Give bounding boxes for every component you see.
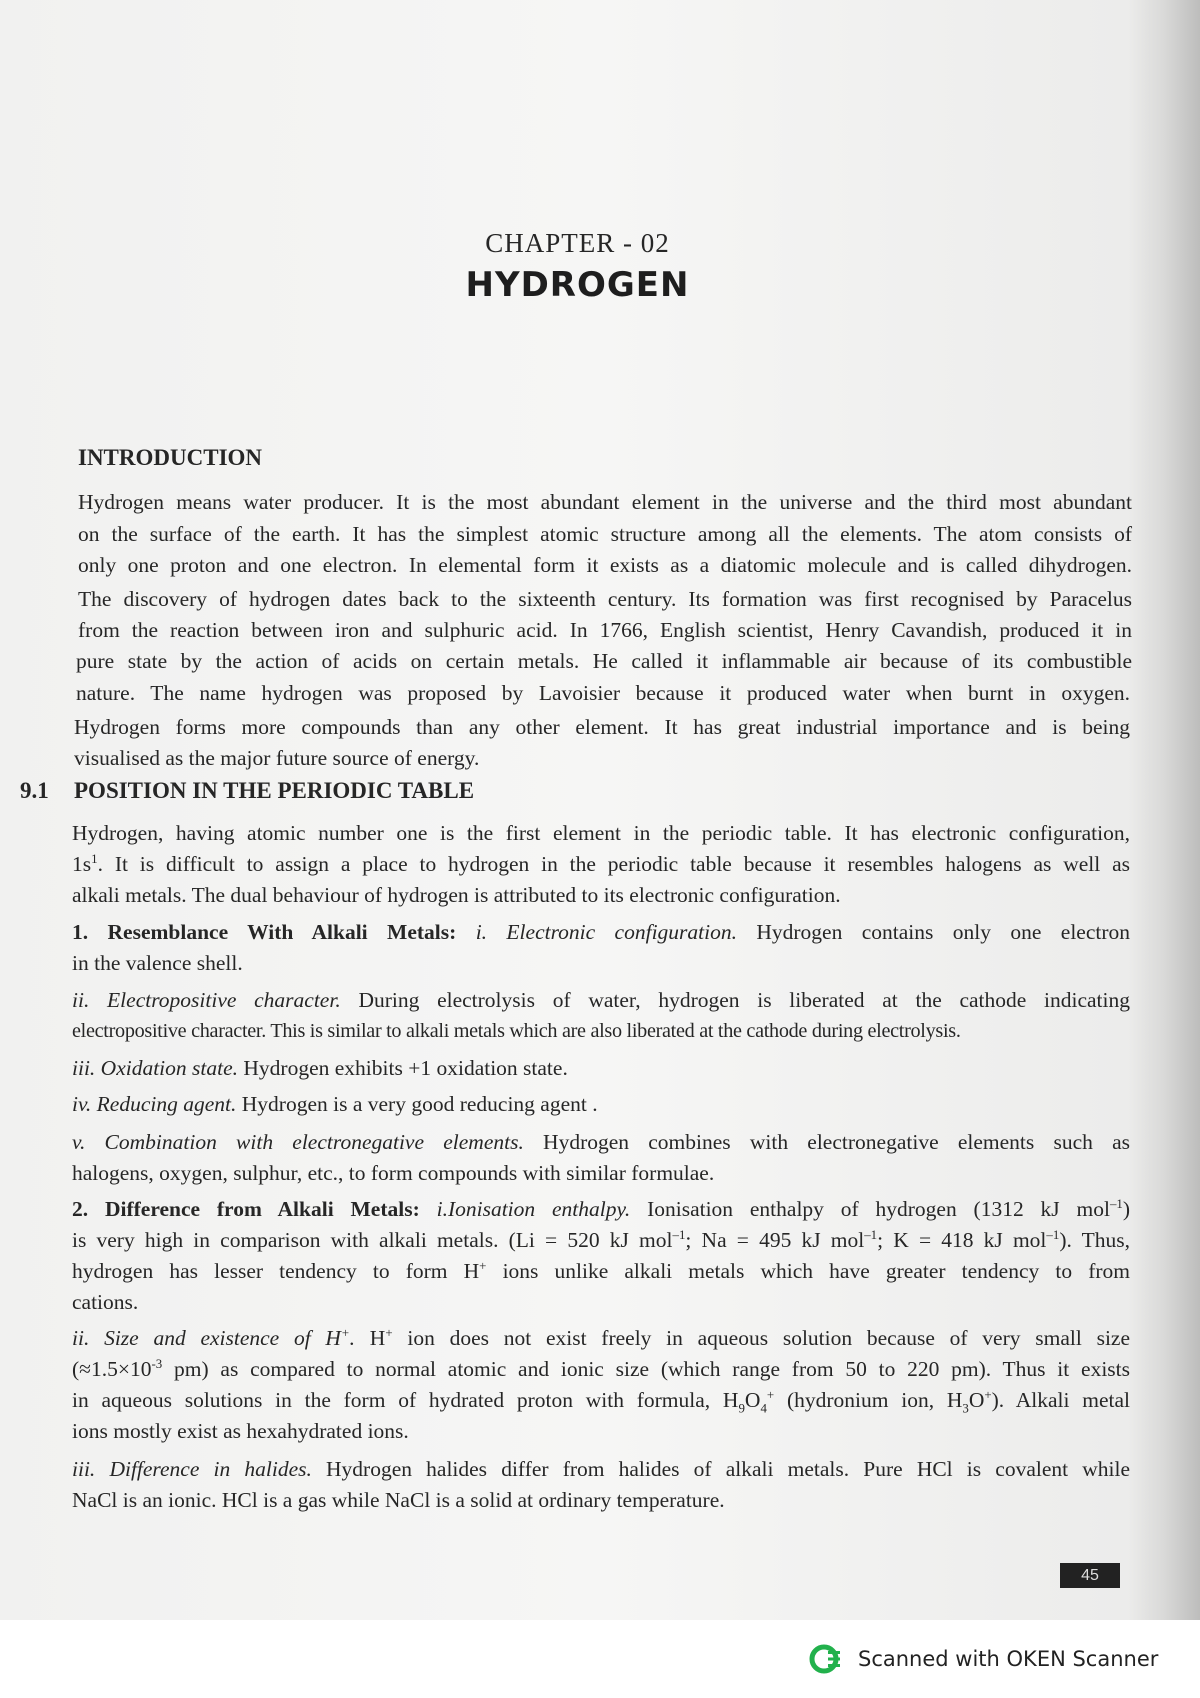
item-text: Hydrogen combines with electronegative elements such as <box>543 1130 1130 1154</box>
intro-line: Hydrogen forms more compounds than any other element. It has great industrial importance and is being <box>74 715 1130 739</box>
config-base: 1s <box>72 852 92 876</box>
intro-line: on the surface of the earth. It has the simplest atomic structure among all the elements. The atom consists of <box>78 522 1132 546</box>
intro-heading: INTRODUCTION <box>78 445 263 470</box>
difference-item-3 <box>72 1454 1130 1485</box>
item-text-cont: electropositive character. This is similar to alkali metals which are also liberated at the cathode during electrolysis. <box>72 1020 961 1042</box>
text-fragment: ii. Size and existence of H <box>72 1326 341 1350</box>
intro-line: Hydrogen means water producer. It is the most abundant element in the universe and the third most abundant <box>78 490 1132 514</box>
difference-label: 2. Difference from Alkali Metals: <box>72 1197 420 1221</box>
text-fragment: in aqueous solutions in the form of hydrated proton with formula, H <box>72 1388 739 1412</box>
position-line: Hydrogen, having atomic number one is the first element in the periodic table. It has electronic configuration, <box>72 821 1130 845</box>
text-fragment: (hydronium ion, H <box>786 1388 963 1412</box>
section-heading: POSITION IN THE PERIODIC TABLE <box>74 778 475 803</box>
text-fragment: hydrogen has lesser tendency to form H <box>72 1259 480 1283</box>
difference-line: in aqueous solutions in the form of hydrated proton with formula, $H_9O_4^+$ (hydronium ion, $H_3O^+$). Alkali metal <box>72 1387 1130 1416</box>
resemblance-item-3 <box>72 1053 568 1084</box>
resemblance-item-4 <box>72 1089 598 1120</box>
resemblance-label: 1. Resemblance With Alkali Metals: <box>72 920 457 944</box>
intro-line: only one proton and one electron. In elemental form it exists as a diatomic molecule and is called dihydrogen. <box>78 553 1132 577</box>
difference-line: ions mostly exist as hexahydrated ions. <box>72 1419 409 1443</box>
position-line-config: $1s^1$. It is difficult to assign a place to hydrogen in the periodic table because it resembles halogens as well as <box>72 851 1131 876</box>
item-text: During electrolysis of water, hydrogen is liberated at the cathode indicating <box>358 988 1131 1012</box>
item-text: Hydrogen exhibits +1 oxidation state. <box>243 1056 568 1080</box>
chapter-title: HYDROGEN <box>465 265 690 305</box>
intro-line: pure state by the action of acids on certain metals. He called it inflammable air because of its combustible <box>76 649 1132 673</box>
item-text: Hydrogen is a very good reducing agent . <box>241 1092 598 1116</box>
position-line: alkali metals. The dual behaviour of hydrogen is attributed to its electronic configuration. <box>72 883 841 907</box>
text-fragment: ; Na = 495 kJ mol <box>685 1228 865 1252</box>
text-fragment: ions unlike alkali metals which have greater tendency to from <box>502 1259 1131 1283</box>
difference-line: NaCl is an ionic. HCl is a gas while NaCl is a solid at ordinary temperature. <box>72 1488 725 1512</box>
chapter-label: CHAPTER - 02 <box>485 228 670 258</box>
watermark-text: Scanned with OKEN Scanner <box>858 1647 1159 1671</box>
text-fragment: ; K = 418 kJ mol <box>877 1228 1047 1252</box>
item-title: iii. Oxidation state. <box>72 1056 239 1080</box>
item-text-cont: halogens, oxygen, sulphur, etc., to form compounds with similar formulae. <box>72 1161 715 1185</box>
item-text: Hydrogen contains only one electron <box>756 920 1131 944</box>
page-number: 45 <box>1060 1563 1120 1588</box>
section-number: 9.1 <box>20 778 49 803</box>
text-fragment: (≈1.5×10 <box>72 1357 152 1381</box>
scanner-watermark <box>808 1642 1158 1676</box>
item-title: ii. Size and existence of H+. <box>72 1325 356 1350</box>
text-fragment: ). Alkali metal <box>991 1388 1130 1412</box>
position-line-text: It is difficult to assign a place to hydrogen in the periodic table because it resembles halogens as well as <box>114 852 1131 876</box>
difference-item-2: ii. Size and existence of H+. H+ ion does not exist freely in aqueous solution because of very small size <box>72 1325 1131 1350</box>
text-fragment: ). Thus, <box>1059 1228 1131 1252</box>
item-text: ion does not exist freely in aqueous solution because of very small size <box>407 1326 1131 1350</box>
intro-line: visualised as the major future source of energy. <box>74 746 480 770</box>
intro-line: from the reaction between iron and sulphuric acid. In 1766, English scientist, Henry Cavandish, produced it in <box>78 618 1132 642</box>
resemblance-item-1 <box>72 917 1130 948</box>
item-title: ii. Electropositive character. <box>72 988 341 1012</box>
difference-line: is very high in comparison with alkali metals. (Li = 520 kJ mol$^{-1}$; Na = 495 kJ mol$^{-1}$; K = 418 kJ mol$^{-1}$). Thus, <box>72 1227 1131 1252</box>
item-title: v. Combination with electronegative elements. <box>72 1130 524 1154</box>
resemblance-item-2 <box>72 985 1130 1016</box>
oken-logo-icon <box>808 1641 844 1677</box>
item-title: i.Ionisation enthalpy. <box>436 1197 631 1221</box>
item-text-cont: in the valence shell. <box>72 951 243 975</box>
item-text: Ionisation enthalpy of hydrogen (1312 kJ mol <box>647 1197 1110 1221</box>
difference-line: cations. <box>72 1290 139 1314</box>
intro-line: nature. The name hydrogen was proposed by Lavoisier because it produced water when burnt in oxygen. <box>76 681 1130 705</box>
difference-line: hydrogen has lesser tendency to form H+ ions unlike alkali metals which have greater tendency to from <box>72 1258 1131 1283</box>
config-sup: 1 <box>91 851 98 866</box>
item-title: i. Electronic configuration. <box>475 920 737 944</box>
difference-line: ($\approx 1.5\times 10^{-3}$ pm) as compared to normal atomic and ionic size (which range from 50 to 220 pm). Thus it exists <box>72 1356 1130 1381</box>
resemblance-item-5 <box>72 1127 1130 1158</box>
item-text: Hydrogen halides differ from halides of alkali metals. Pure HCl is covalent while <box>326 1457 1131 1481</box>
text-fragment: pm) as compared to normal atomic and ionic size (which range from 50 to 220 pm). Thus it exists <box>174 1357 1130 1381</box>
intro-line: The discovery of hydrogen dates back to the sixteenth century. Its formation was first recognised by Paracelus <box>78 587 1132 611</box>
item-title: iii. Difference in halides. <box>72 1457 312 1481</box>
scanner-footer <box>0 1620 1200 1698</box>
text-fragment: is very high in comparison with alkali metals. (Li = 520 kJ mol <box>72 1228 673 1252</box>
difference-item-1: 2. Difference from Alkali Metals: i.Ionisation enthalpy. Ionisation enthalpy of hydrogen (1312 kJ mol$^{-1}$) <box>72 1196 1131 1221</box>
item-title: iv. Reducing agent. <box>72 1092 237 1116</box>
